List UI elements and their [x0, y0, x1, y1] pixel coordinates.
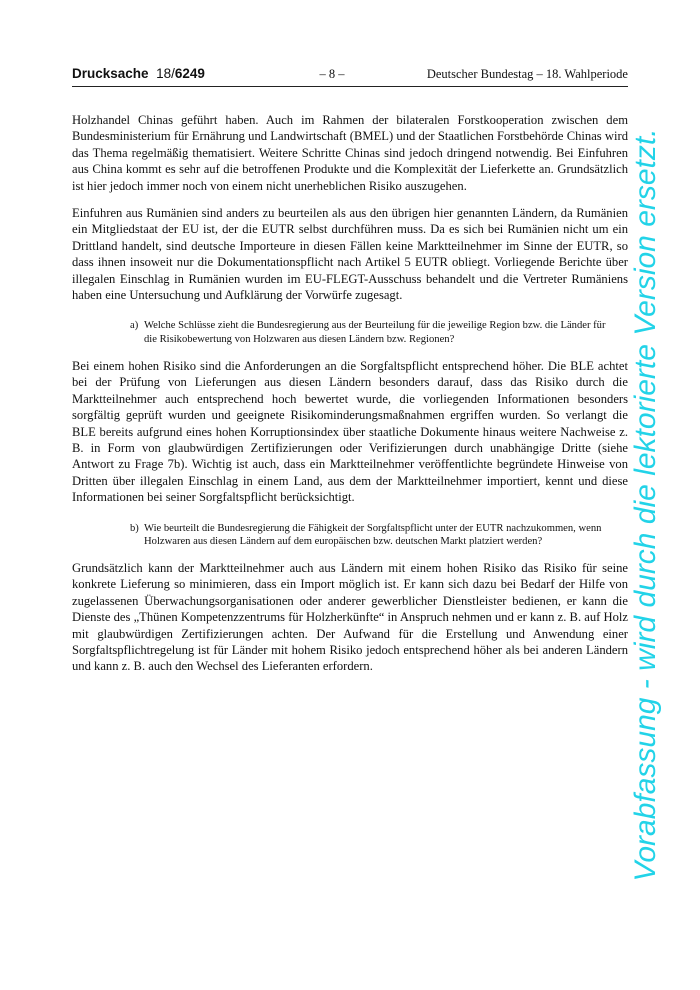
- answer-a: Bei einem hohen Risiko sind die Anforderungen an die Sorgfaltspflicht entsprechend höher. Die BLE achtet bei der Prüfung von Lieferungen aus diesen Ländern besonders darauf, dass das Risiko durch die Marktteilnehmer auch entsprechend hoch bewertet wurde, die vorliegenden Informationen besonders sorgfältig geprüft wurden und geeignete Risikominderungsmaßnahmen ergriffen wurden. So verlangt die BLE bereits aufgrund eines hohen Korruptionsindex über staatliche Dokumente hinaus weitere Nachweise z. B. in Form von glaubwürdigen Zertifizierungen oder Verifizierungen durch unabhängige Dritte (siehe Antwort zu Frage 7b). Wichtig ist auch, dass ein Marktteilnehmer veröffentlichte begründete Hinweise von Dritten über illegalen Einschlag in einem Land, aus dem der Marktteilnehmer importiert, kennt und diese Informationen bei seiner Sorgfaltspflicht berücksichtigt.: [72, 358, 628, 505]
- watermark-text: Vorabfassung - wird durch die lektorierte Version ersetzt.: [629, 128, 662, 882]
- body-text: [72, 112, 628, 686]
- question-text: Wie beurteilt die Bundesregierung die Fähigkeit der Sorgfaltspflicht unter der EUTR nachzukommen, wenn Holzwaren aus diesen Ländern auf dem europäischen bzw. deutschen Markt platziert werden?: [144, 522, 602, 547]
- question-marker: a): [130, 320, 139, 332]
- paragraph: Einfuhren aus Rumänien sind anders zu beurteilen als aus den übrigen hier genannten Ländern, da Rumänien ein Mitgliedstaat der EU ist, der die EUTR selbst durchführen muss. Da es sich bei Rumänien nicht um ein Drittland handelt, sind deutsche Importeure in diesen Fällen keine Marktteilnehmer im Sinne der EUTR, so dass ihnen insoweit nur die Dokumentationspflicht nach Artikel 5 EUTR obliegt. Vorliegende Berichte über illegalen Einschlag in Rumänien wurden im EU-FLEGT-Ausschuss behandelt und die Vertreter Rumäniens haben eine Untersuchung und Aufklärung der Vorwürfe zugesagt.: [72, 206, 628, 303]
- page-header: [72, 64, 628, 87]
- publisher: Deutscher Bundestag – 18. Wahlperiode: [426, 67, 628, 81]
- doc-prefix: 18/: [156, 66, 175, 81]
- question-b: [130, 522, 614, 548]
- question-marker: b): [130, 522, 139, 534]
- doc-label: Drucksache: [72, 66, 149, 81]
- question-text: Welche Schlüsse zieht die Bundesregierung aus der Beurteilung für die jeweilige Region bzw. die Länder für die Risikobewertung von Holzwaren aus diesen Ländern bzw. Regionen?: [144, 320, 606, 345]
- page-number: – 8 –: [319, 67, 345, 81]
- doc-number: 6249: [174, 66, 205, 81]
- question-a: [130, 319, 614, 345]
- draft-watermark: [616, 110, 676, 900]
- paragraph: Holzhandel Chinas geführt haben. Auch im Rahmen der bilateralen Forstkooperation zwischen dem Bundesministerium für Ernährung und Landwirtschaft (BMEL) und der Staatlichen Forstbehörde Chinas wird das Thema regelmäßig thematisiert. Weitere Schritte Chinas sind jedoch dringend notwendig. Bei Einfuhren aus China kommt es sehr auf die betroffenen Produkte und die Komplexität der Lieferkette an. Grundsätzlich ist hier jedoch immer noch von einem nicht unerheblichen Risiko auszugehen.: [72, 113, 628, 193]
- answer-b: Grundsätzlich kann der Marktteilnehmer auch aus Ländern mit einem hohen Risiko das Risiko für seine konkrete Lieferung so minimieren, dass ein Import möglich ist. Er kann sich dazu bei Bedarf der Hilfe von zugelassenen Überwachungsorganisationen oder anderer gewerblicher Dienstleister bedienen, er kann die Dienste des „Thünen Kompetenzzentrums für Holzherkünfte“ in Anspruch nehmen und er kann z. B. auf Holz mit glaubwürdigen Zertifizierungen achten. Der Aufwand für die Erstellung und Anwendung einer Sorgfaltspflichtregelung ist für Länder mit hohem Risiko jedoch entsprechend höher als bei anderen Ländern und kann z. B. auch den Wechsel des Lieferanten erfordern.: [72, 560, 628, 674]
